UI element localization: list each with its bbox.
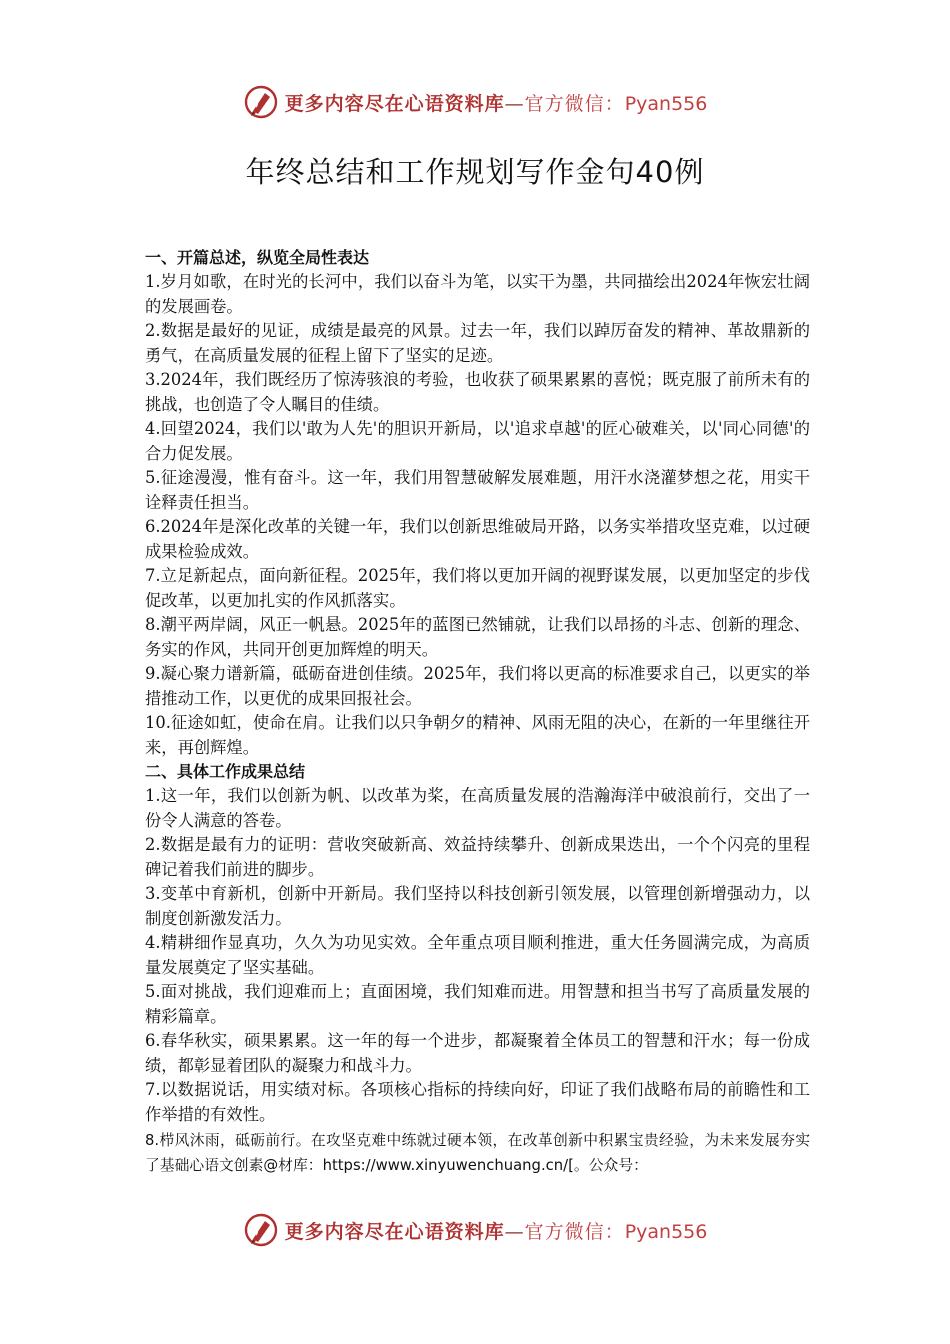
document-body — [145, 246, 810, 1178]
header-banner — [0, 80, 950, 124]
banner-text: 更多内容尽在心语资料库—官方微信：Pyan556 — [284, 1220, 708, 1243]
list-item: 8.潮平两岸阔，风正一帆悬。2025年的蓝图已然铺就，让我们以昂扬的斗志、创新的理念、务实的作风，共同开创更加辉煌的明天。 — [145, 615, 810, 659]
list-item: 6.春华秋实，硕果累累。这一年的每一个进步，都凝聚着全体员工的智慧和汗水；每一份成绩，都彰显着团队的凝聚力和战斗力。 — [145, 1031, 810, 1075]
banner-text: 更多内容尽在心语资料库—官方微信：Pyan556 — [284, 92, 708, 115]
list-item: 7.立足新起点，面向新征程。2025年，我们将以更加开阔的视野谋发展，以更加坚定的步伐促改革，以更加扎实的作风抓落实。 — [145, 566, 810, 610]
list-item: 6.2024年是深化改革的关键一年，我们以创新思维破局开路，以务实举措攻坚克难，以过硬成果检验成效。 — [145, 517, 810, 561]
list-item: 4.回望2024，我们以'敢为人先'的胆识开新局，以'追求卓越'的匠心破难关，以'同心同德'的合力促发展。 — [145, 419, 810, 463]
list-item: 1.这一年，我们以创新为帆、以改革为桨，在高质量发展的浩瀚海洋中破浪前行，交出了一份令人满意的答卷。 — [145, 786, 810, 830]
list-item: 10.征途如虹，使命在肩。让我们以只争朝夕的精神、风雨无阻的决心，在新的一年里继往开来，再创辉煌。 — [145, 713, 810, 757]
section-heading: 一、开篇总述，纵览全局性表达 — [145, 248, 370, 267]
pen-logo-icon — [243, 1212, 279, 1248]
pen-logo-icon — [243, 84, 279, 120]
list-item: 3.2024年，我们既经历了惊涛骇浪的考验，也收获了硕果累累的喜悦；既克服了前所未有的挑战，也创造了令人瞩目的佳绩。 — [145, 370, 810, 414]
document-title: 年终总结和工作规划写作金句40例 — [245, 155, 705, 189]
list-item: 2.数据是最好的见证，成绩是最亮的风景。过去一年，我们以踔厉奋发的精神、革故鼎新的勇气，在高质量发展的征程上留下了坚实的足迹。 — [145, 321, 810, 365]
list-item: 9.凝心聚力谱新篇，砥砺奋进创佳绩。2025年，我们将以更高的标准要求自己，以更实的举措推动工作，以更优的成果回报社会。 — [145, 664, 810, 708]
list-item: 1.岁月如歌，在时光的长河中，我们以奋斗为笔，以实干为墨，共同描绘出2024年恢宏壮阔的发展画卷。 — [145, 272, 810, 316]
list-item: 3.变革中育新机，创新中开新局。我们坚持以科技创新引领发展，以管理创新增强动力，以制度创新激发活力。 — [145, 884, 810, 928]
list-item: 7.以数据说话，用实绩对标。各项核心指标的持续向好，印证了我们战略布局的前瞻性和工作举措的有效性。 — [145, 1080, 810, 1124]
section-heading: 二、具体工作成果总结 — [145, 762, 306, 781]
list-item: 5.面对挑战，我们迎难而上；直面困境，我们知难而进。用智慧和担当书写了高质量发展的精彩篇章。 — [145, 982, 810, 1026]
list-item: 5.征途漫漫，惟有奋斗。这一年，我们用智慧破解发展难题，用汗水浇灌梦想之花，用实干诠释责任担当。 — [145, 468, 810, 512]
footer-banner — [0, 1208, 950, 1252]
list-item: 4.精耕细作显真功，久久为功见实效。全年重点项目顺利推进，重大任务圆满完成，为高质量发展奠定了坚实基础。 — [145, 933, 810, 977]
list-item-with-link: 8.栉风沐雨，砥砺前行。在攻坚克难中练就过硬本领，在改革创新中积累宝贵经验，为未来发展夯实了基础心语文创素@材库：https://www.xinyuwenchuang.cn/[。公众号： — [145, 1132, 810, 1174]
list-item: 2.数据是最有力的证明：营收突破新高、效益持续攀升、创新成果迭出，一个个闪亮的里程碑记着我们前进的脚步。 — [145, 835, 810, 879]
